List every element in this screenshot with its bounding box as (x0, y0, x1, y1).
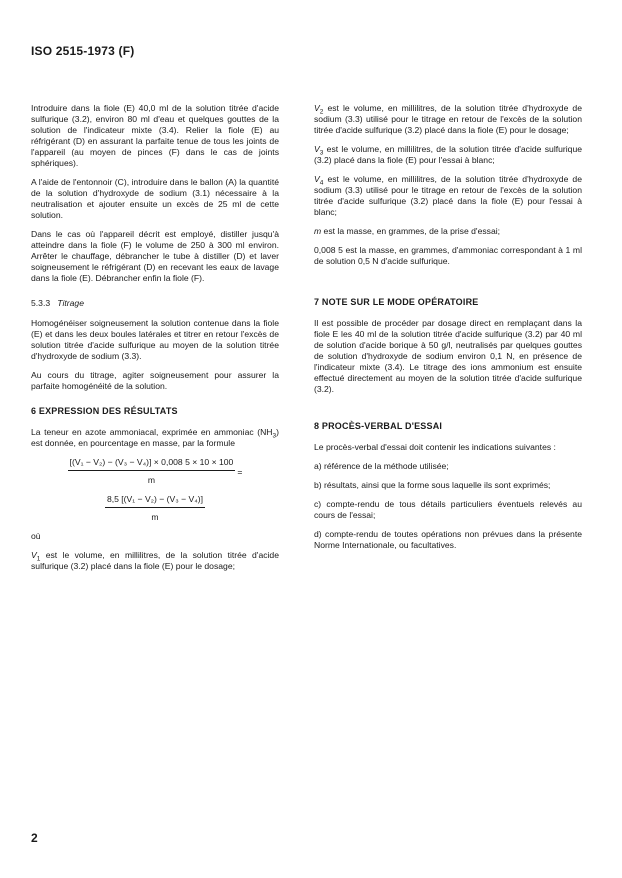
paragraph-teneur (31, 427, 279, 449)
symbol-v: V (31, 550, 37, 561)
paragraph-titrage: Homogénéiser soigneusement la solution contenue dans la fiole (E) et dans les deux boules latérales et titrer en retour l'excès de solution titrée d'acide sulfurique au moyen de la solution titrée d'hydroxyde de sodium (3.3). (31, 318, 279, 361)
definition-text: est la masse, en grammes, de la prise d'essai; (321, 226, 501, 236)
definition-text: est le volume, en millilitres, de la solution titrée d'acide sulfurique (3.2) placé dans la fiole (E) pour l'essai à blanc; (314, 144, 582, 165)
ou-label: où (31, 531, 41, 542)
page-number: 2 (31, 831, 38, 845)
symbol-m: m (314, 226, 322, 236)
definition-text: est le volume, en millilitres, de la solution titrée d'hydroxyde de sodium (3.3) utilisé pour le titrage en retour de l'excès de la solution titrée d'acide sulfurique (3.2) placé dans la fiole (E) pour l'essai à blanc; (314, 174, 582, 217)
definition-m (314, 226, 582, 237)
section-6-heading: 6 EXPRESSION DES RÉSULTATS (31, 406, 178, 416)
definition-v2 (314, 103, 582, 136)
list-item-d: d) compte-rendu de toutes opérations non prévues dans la présente Norme Internationale, ou facultatives. (314, 529, 582, 550)
paragraph-note: Il est possible de procéder par dosage direct en remplaçant dans la fiole E les 40 ml de la solution titrée d'acide sulfurique (3.2) par 40 ml de solution d'acide borique à 50 g/l, neutralisés par quelques gouttes de solution d'hydroxyde de sodium environ 0,1 N, en présence de l'indicateur mixte (3.4). Le titrage des ions ammonium est ensuite effectué directement au moyen de la solution titrée d'acide sulfurique (3.2). (314, 318, 582, 394)
right-column (314, 103, 582, 559)
paragraph-proces-verbal: Le procès-verbal d'essai doit contenir les indications suivantes : (314, 442, 556, 452)
list-item-b: b) résultats, ainsi que la forme sous laquelle ils sont exprimés; (314, 480, 551, 490)
formula-1-numerator: [(V₁ − V₂) − (V₃ − V₄)] × 0,008 5 × 10 × 100 (68, 457, 236, 471)
list-item-c: c) compte-rendu de tous détails particuliers éventuels relevés au cours de l'essai; (314, 499, 582, 520)
section-5-3-3-heading (31, 298, 279, 309)
formula-2-numerator: 8,5 [(V₁ − V₂) − (V₃ − V₄)] (105, 494, 205, 508)
formula-2-fraction (105, 494, 205, 523)
formula-1-denominator: m (147, 475, 156, 485)
definition-text: est le volume, en millilitres, de la solution titrée d'acide sulfurique (3.2) placé dans la fiole (E) pour le dosage; (31, 550, 279, 572)
formula-1 (31, 457, 279, 486)
section-7-heading: 7 NOTE SUR LE MODE OPÉRATOIRE (314, 297, 479, 307)
formula-1-fraction (68, 457, 236, 486)
symbol-subscript: 2 (319, 108, 324, 116)
section-title: Titrage (57, 298, 84, 308)
definition-text: est la masse, en grammes, d'ammoniac correspondant à 1 ml de solution 0,5 N d'acide sulfurique. (314, 245, 582, 266)
left-column (31, 103, 279, 580)
symbol-v: V (314, 174, 320, 184)
list-item-a: a) référence de la méthode utilisée; (314, 461, 449, 471)
formula-2-denominator: m (151, 512, 159, 523)
symbol-constant: 0,008 5 (314, 245, 343, 255)
symbol-subscript: 4 (319, 179, 324, 187)
paragraph-introduction: Introduire dans la fiole (E) 40,0 ml de la solution titrée d'acide sulfurique (3.2), environ 80 ml d'eau et quelques gouttes de la solution de l'indicateur mixte (3.4). Relier la fiole (E) au réfrigérant (D) en assurant la parfaite tenue de tous les joints de l'appareil (au moyen de pinces (F) dans le cas de joints sphériques). (31, 103, 279, 168)
definition-constant (314, 245, 582, 267)
paragraph-agitation: Au cours du titrage, agiter soigneusement pour assurer la parfaite homogénéité de la solution. (31, 370, 279, 391)
symbol-v: V (314, 144, 320, 154)
definition-v1 (31, 550, 279, 572)
paragraph-distillation: Dans le cas où l'appareil décrit est employé, distiller jusqu'à atteindre dans la fiole (F) le volume de 250 à 300 ml environ. Arrêter le chauffage, débrancher le tube à distiller (D) et laver soigneusement le réfrigérant (D) en recevant les eaux de lavage dans la fiole (E). Débrancher enfin la fiole (F). (31, 229, 279, 283)
teneur-text-a: La teneur en azote ammoniacal, exprimée en ammoniac (NH (31, 427, 273, 437)
teneur-text-b: ) est donnée, en pourcentage en masse, par la formule (31, 427, 279, 448)
nh3-subscript: 3 (272, 432, 277, 440)
symbol-subscript: 1 (36, 555, 41, 563)
definition-text: est le volume, en millilitres, de la solution titrée d'hydroxyde de sodium (3.3) utilisé pour le titrage en retour de l'excès de la solution titrée d'acide sulfurique (3.2) placé dans la fiole (E) pour le dosage; (314, 103, 582, 135)
paragraph-funnel: A l'aide de l'entonnoir (C), introduire dans le ballon (A) la quantité de la solution d'hydroxyde de sodium (3.1) nécessaire à la neutralisation et ajouter ensuite un excès de 25 ml de cette solution. (31, 177, 279, 220)
formula-2 (31, 494, 279, 523)
document-header: ISO 2515-1973 (F) (31, 44, 135, 58)
symbol-subscript: 3 (319, 149, 324, 157)
formula-equals: = (237, 467, 243, 478)
section-number: 5.3.3 (31, 298, 51, 308)
symbol-v: V (314, 103, 320, 113)
section-8-heading: 8 PROCÈS-VERBAL D'ESSAI (314, 421, 443, 431)
definition-v4 (314, 174, 582, 218)
definition-v3 (314, 144, 582, 166)
